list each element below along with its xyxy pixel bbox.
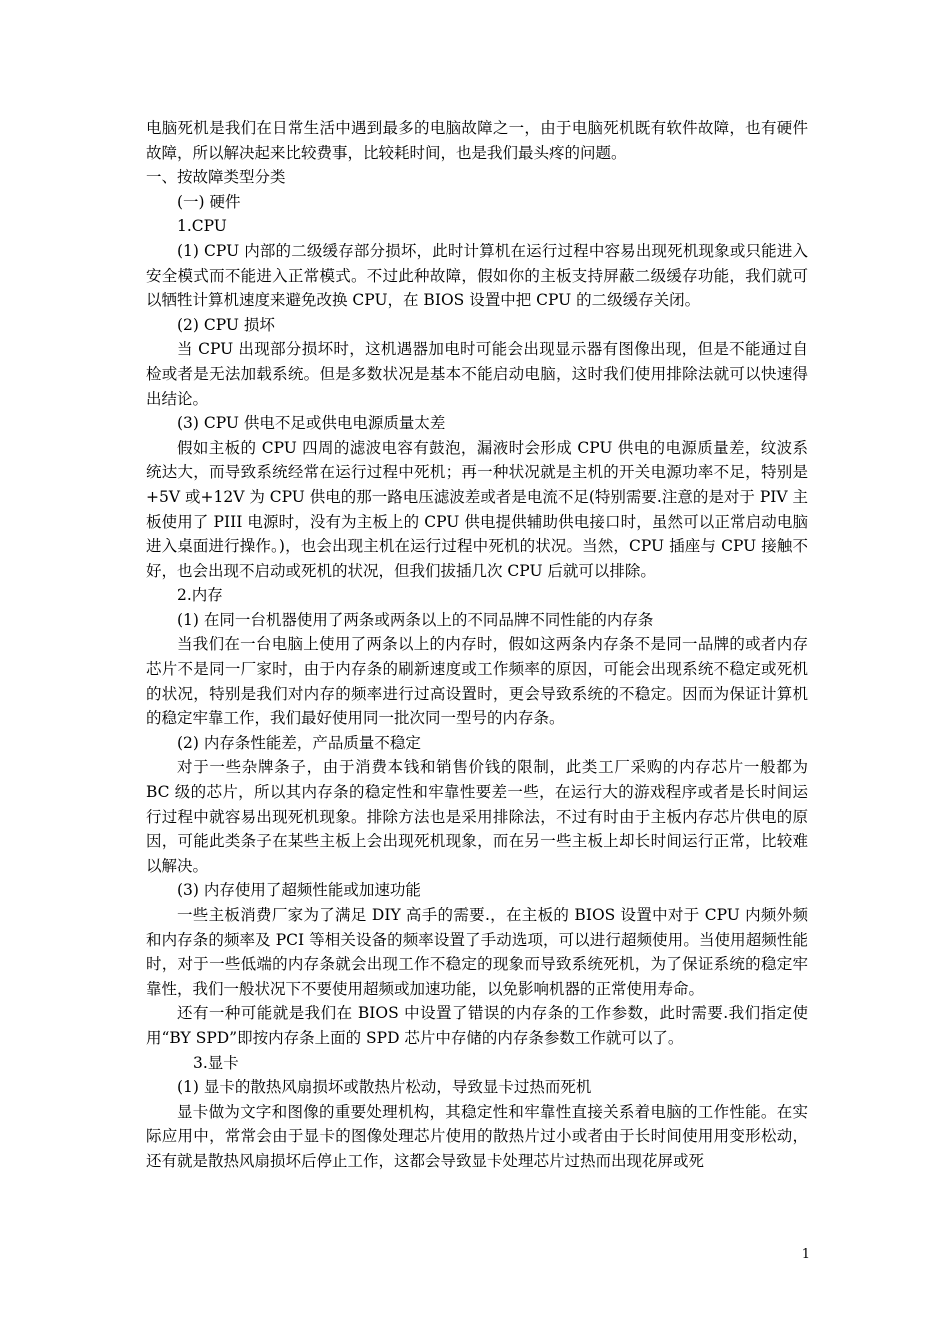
intro-paragraph: 电脑死机是我们在日常生活中遇到最多的电脑故障之一，由于电脑死机既有软件故障，也有硬件故障，所以解决起来比较费事，比较耗时间，也是我们最头疼的问题。 [146, 119, 808, 162]
memory-item-3-heading: (3) 内存使用了超频性能或加速功能 [177, 881, 421, 900]
memory-item-3-paragraph: 一些主板消费厂家为了满足 DIY 高手的需要.，在主板的 BIOS 设置中对于 CPU 内频外频和内存条的频率及 PCI 等相关设备的频率设置了手动选项，可以进行超频使用。当使用超频性能时，对于一些低端的内存条就会出现工作不稳定的现象而导致系统死机，为了保证系统的稳定牢靠性，我们一般状况下不要使用超频或加速功能，以免影响机器的正常使用寿命。 [146, 906, 808, 998]
section-heading-fault-type: 一、按故障类型分类 [146, 168, 286, 187]
cpu-item-2-paragraph: 当 CPU 出现部分损坏时，这机遇器加电时可能会出现显示器有图像出现，但是不能通过自检或者是无法加载系统。但是多数状况是基本不能启动电脑，这时我们使用排除法就可以快速得出结论。 [146, 340, 808, 408]
graphics-item-1-paragraph: 显卡做为文字和图像的重要处理机构，其稳定性和牢靠性直接关系着电脑的工作性能。在实际应用中，常常会由于显卡的图像处理芯片使用的散热片过小或者由于长时间使用用变形松动，还有就是散热风扇损坏后停止工作，这都会导致显卡处理芯片过热而出现花屏或死 [146, 1102, 808, 1170]
topic-heading-graphics-card: 3.显卡 [193, 1053, 239, 1072]
page-number: 1 [801, 1247, 810, 1262]
subsection-heading-hardware: (一) 硬件 [177, 192, 241, 211]
document-body [146, 116, 808, 1174]
topic-heading-memory: 2.内存 [177, 586, 223, 605]
memory-item-2-paragraph: 对于一些杂牌条子，由于消费本钱和销售价钱的限制，此类工厂采购的内存芯片一般都为 BC 级的芯片，所以其内存条的稳定性和牢靠性要差一些，在运行大的游戏程序或者是长时间运行过程中就容易出现死机现象。排除方法也是采用排除法，不过有时由于主板内存芯片供电的原因，可能此类条子在某些主板上会出现死机现象，而在另一些主板上却长时间运行正常，比较难以解决。 [146, 758, 808, 875]
memory-item-2-heading: (2) 内存条性能差，产品质量不稳定 [177, 733, 421, 752]
cpu-item-2-heading: (2) CPU 损坏 [177, 315, 275, 334]
memory-item-1-heading: (1) 在同一台机器使用了两条或两条以上的不同品牌不同性能的内存条 [177, 610, 654, 629]
cpu-item-3-paragraph: 假如主板的 CPU 四周的滤波电容有鼓泡，漏液时会形成 CPU 供电的电源质量差，纹波系统达大，而导致系统经常在运行过程中死机；再一种状况就是主机的开关电源功率不足，特别是+5V 或+12V 为 CPU 供电的那一路电压滤波差或者是电流不足(特别需要.注意的是对于 PIV 主板使用了 PIII 电源时，没有为主板上的 CPU 供电提供辅助供电接口时，虽然可以正常启动电脑进入桌面进行操作。)，也会出现主机在运行过程中死机的状况。当然，CPU 插座与 CPU 接触不好，也会出现不启动或死机的状况，但我们拔插几次 CPU 后就可以排除。 [146, 438, 808, 580]
memory-item-1-paragraph: 当我们在一台电脑上使用了两条以上的内存时，假如这两条内存条不是同一品牌的或者内存芯片不是同一厂家时，由于内存条的刷新速度或工作频率的原因，可能会出现系统不稳定或死机的状况，特别是我们对内存的频率进行过高设置时，更会导致系统的不稳定。因而为保证计算机的稳定牢靠工作，我们最好使用同一批次同一型号的内存条。 [146, 635, 808, 728]
memory-extra-paragraph: 还有一种可能就是我们在 BIOS 中设置了错误的内存条的工作参数，此时需要.我们指定使用“BY SPD”即按内存条上面的 SPD 芯片中存储的内存条参数工作就可以了。 [146, 1004, 808, 1047]
cpu-item-1-paragraph: (1) CPU 内部的二级缓存部分损坏，此时计算机在运行过程中容易出现死机现象或只能进入安全模式而不能进入正常模式。不过此种故障，假如你的主板支持屏蔽二级缓存功能，我们就可以牺牲计算机速度来避免改换 CPU，在 BIOS 设置中把 CPU 的二级缓存关闭。 [146, 241, 808, 310]
topic-heading-cpu: 1.CPU [177, 217, 227, 236]
cpu-item-3-heading: (3) CPU 供电不足或供电电源质量太差 [177, 414, 446, 433]
graphics-item-1-heading: (1) 显卡的散热风扇损坏或散热片松动，导致显卡过热而死机 [177, 1078, 592, 1097]
